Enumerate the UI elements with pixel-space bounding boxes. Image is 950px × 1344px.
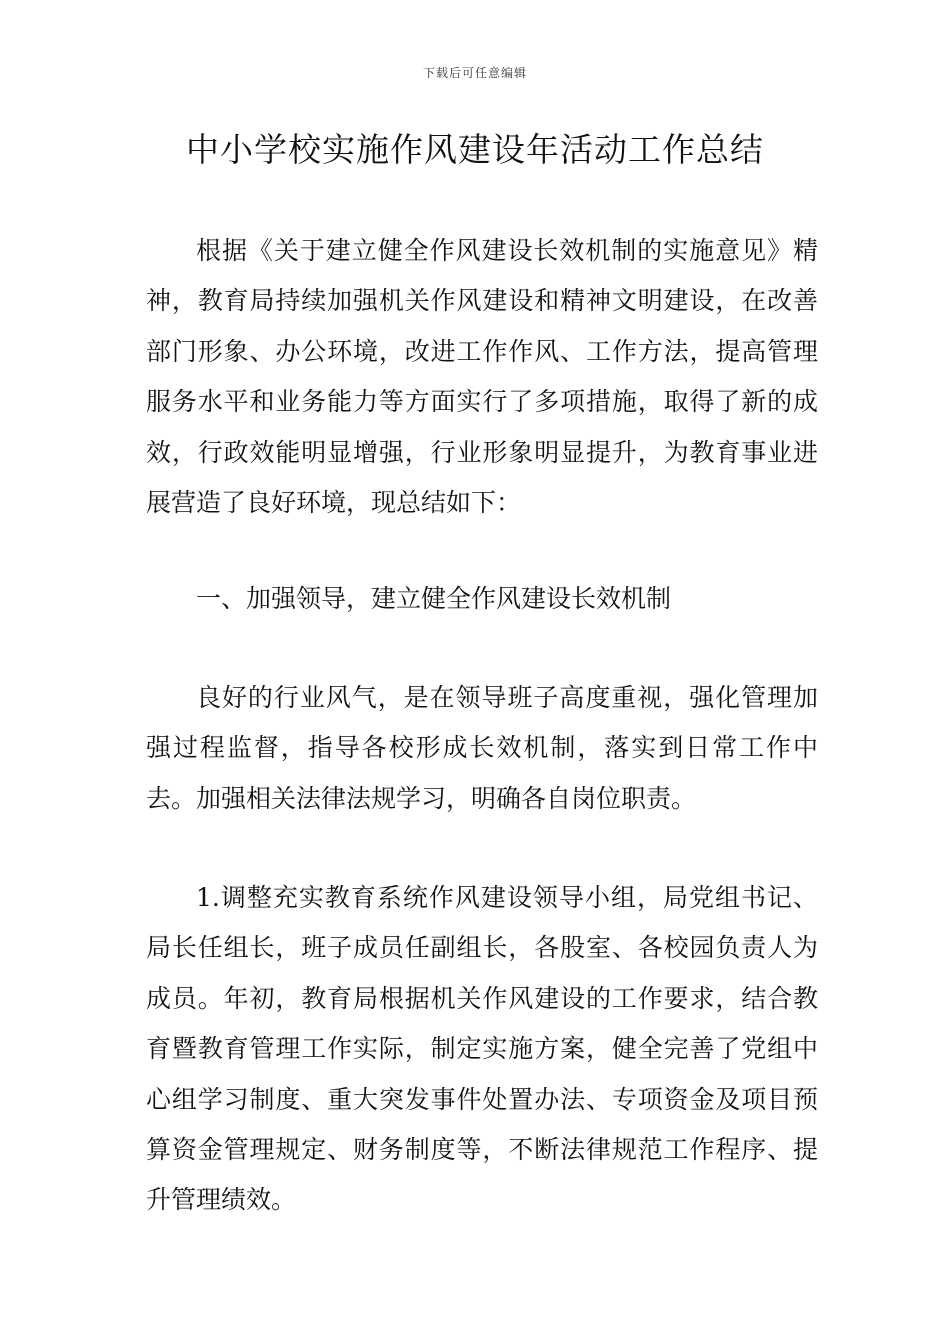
header-note: 下载后可任意编辑 — [422, 66, 527, 80]
section-heading: 一、加强领导，建立健全作风建设长效机制 — [196, 584, 672, 613]
document-title: 中小学校实施作风建设年活动工作总结 — [186, 130, 764, 169]
body-paragraph: 良好的行业风气，是在领导班子高度重视，强化管理加强过程监督，指导各校形成长效机制，落实到日常工作中去。加强相关法律法规学习，明确各自岗位职责。 — [146, 683, 818, 813]
numbered-paragraph: 1.调整充实教育系统作风建设领导小组，局党组书记、局长任组长，班子成员任副组长，各股室、各校园负责人为成员。年初，教育局根据机关作风建设的工作要求，结合教育暨教育管理工作实际，制定实施方案，健全完善了党组中心组学习制度、重大突发事件处置办法、专项资金及项目预算资金管理规定、财务制度等，不断法律规范工作程序、提升管理绩效。 — [146, 883, 818, 1215]
intro-paragraph: 根据《关于建立健全作风建设长效机制的实施意见》精神，教育局持续加强机关作风建设和精神文明建设，在改善部门形象、办公环境，改进工作作风、工作方法，提高管理服务水平和业务能力等方面实行了多项措施，取得了新的成效，行政效能明显增强，行业形象明显提升，为教育事业进展营造了良好环境，现总结如下： — [146, 236, 818, 518]
